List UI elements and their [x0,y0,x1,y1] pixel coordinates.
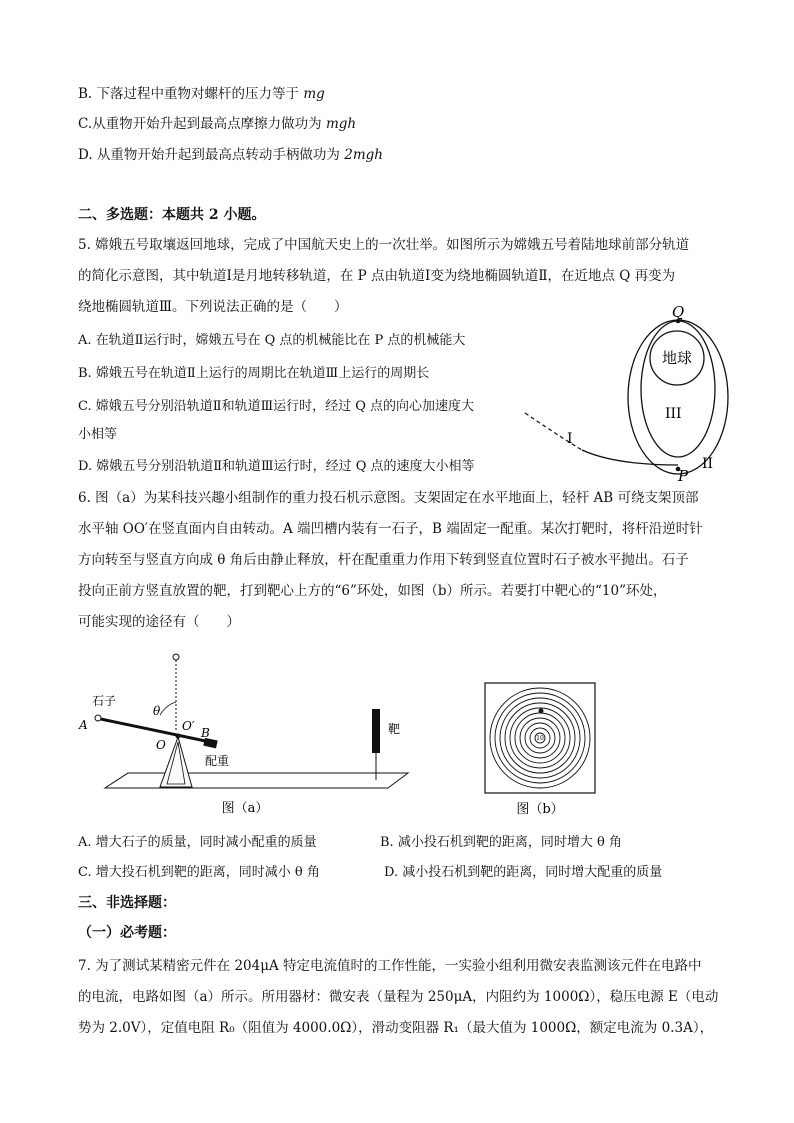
target-board [372,709,380,753]
option-text: D. 从重物开始升起到最高点转动手柄做功为 [78,147,340,163]
q6-stem-line: 投向正前方竖直放置的靶，打到靶心上方的“6”环处，如图（b）所示。若要打中靶心的“10”环处， [78,583,667,599]
label-o-prime: O′ [182,719,195,733]
option-var: mg [303,86,325,102]
section-3-title: 三、非选择题： [78,895,176,911]
q5-option-c-cont: 小相等 [78,427,118,442]
label-theta: θ [153,704,161,718]
q5-stem-line: 的简化示意图，其中轨道Ⅰ是月地转移轨道，在 P 点由轨道Ⅰ变为绕地椭圆轨道Ⅱ，在近地点 Q 再变为 [78,268,676,284]
trebuchet-diagram [70,640,420,825]
label-target: 靶 [388,722,401,736]
q5-option-c: C. 嫦娥五号分别沿轨道Ⅱ和轨道Ⅲ运行时，经过 Q 点的向心加速度大 [78,399,475,414]
q6-stem-line: 方向转至与竖直方向成 θ 角后由静止释放，杆在配重重力作用下转到竖直位置时石子被水平抛出。石子 [78,552,689,568]
theta-arc [160,702,176,715]
reference-point [173,654,179,660]
q6-stem-line: 水平轴 OO′在竖直面内自由转动。A 端凹槽内装有一石子，B 端固定一配重。某次打靶时，将杆沿逆时针 [78,521,703,537]
label-ii: II [702,456,714,472]
prev-option-d [78,145,383,165]
q6-option-c: C. 增大投石机到靶的距离，同时减小 θ 角 [78,865,320,880]
q7-stem-line: 的电流，电路如图（a）所示。所用器材：微安表（量程为 250μA，内阻约为 1000Ω），稳压电源 E（电动 [78,989,719,1005]
label-a: A [79,718,88,732]
label-b: B [201,726,210,740]
target-rings-diagram [480,678,600,823]
q5-option-a: A. 在轨道Ⅱ运行时，嫦娥五号在 Q 点的机械能比在 P 点的机械能大 [78,333,466,348]
q5-stem-line: 绕地椭圆轨道Ⅲ。下列说法正确的是（ ） [78,299,348,315]
q6-option-b: B. 减小投石机到靶的距离，同时增大 θ 角 [380,835,622,850]
pivot [176,734,181,739]
q7-stem-line: 7. 为了测试某精密元件在 204μA 特定电流值时的工作性能，一实验小组利用微安表监测该元件在电路中 [78,958,702,974]
label-stone: 石子 [92,694,117,708]
prev-option-c [78,114,356,134]
stone [95,715,101,721]
impact-point [539,709,544,714]
label-q: Q [671,303,685,321]
option-text: B. 下落过程中重物对螺杆的压力等于 [78,86,300,102]
q5-option-d: D. 嫦娥五号分别沿轨道Ⅱ和轨道Ⅲ运行时，经过 Q 点的速度大小相等 [78,459,475,474]
q7-stem-line: 势为 2.0V），定值电阻 R₀（阻值为 4000.0Ω），滑动变阻器 R₁（最大值为 1000Ω，额定电流为 0.3A）， [78,1020,714,1036]
option-var: mgh [325,116,357,132]
label-i: I [567,431,573,447]
orbit-ii [628,320,728,474]
caption-a: 图（a） [221,801,269,816]
section-3-subtitle: （一）必考题： [78,925,176,941]
caption-b: 图（b） [516,802,564,817]
q5-option-b: B. 嫦娥五号在轨道Ⅱ上运行的周期比在轨道Ⅲ上运行的周期长 [78,366,430,381]
label-center-10: 10 [536,735,544,742]
orbit-iii [641,321,715,457]
option-text: C.从重物开始升起到最高点摩擦力做功为 [78,116,322,132]
earth-label: 地球 [661,349,693,367]
orbit-diagram [520,300,730,485]
prev-option-b [78,84,325,104]
q6-option-d: D. 减小投石机到靶的距离，同时增大配重的质量 [384,865,663,880]
section-2-title: 二、多选题：本题共 2 小题。 [78,207,266,223]
orbit-i-dashed [525,413,582,450]
label-o: O [156,738,166,752]
q6-stem-line: 可能实现的途径有（ ） [78,614,240,630]
label-counterweight: 配重 [205,754,230,768]
q5-stem-line: 5. 嫦娥五号取壤返回地球，完成了中国航天史上的一次壮举。如图所示为嫦娥五号着陆地球前部分轨道 [78,237,690,253]
q6-option-a: A. 增大石子的质量，同时减小配重的质量 [78,835,317,850]
ground [105,773,408,788]
q6-stem-line: 6. 图（a）为某科技兴趣小组制作的重力投石机示意图。支架固定在水平地面上，轻杆 AB 可绕支架顶部 [78,490,699,506]
label-iii: III [665,406,682,422]
option-var: 2mgh [344,147,383,163]
label-p: P [677,467,689,485]
